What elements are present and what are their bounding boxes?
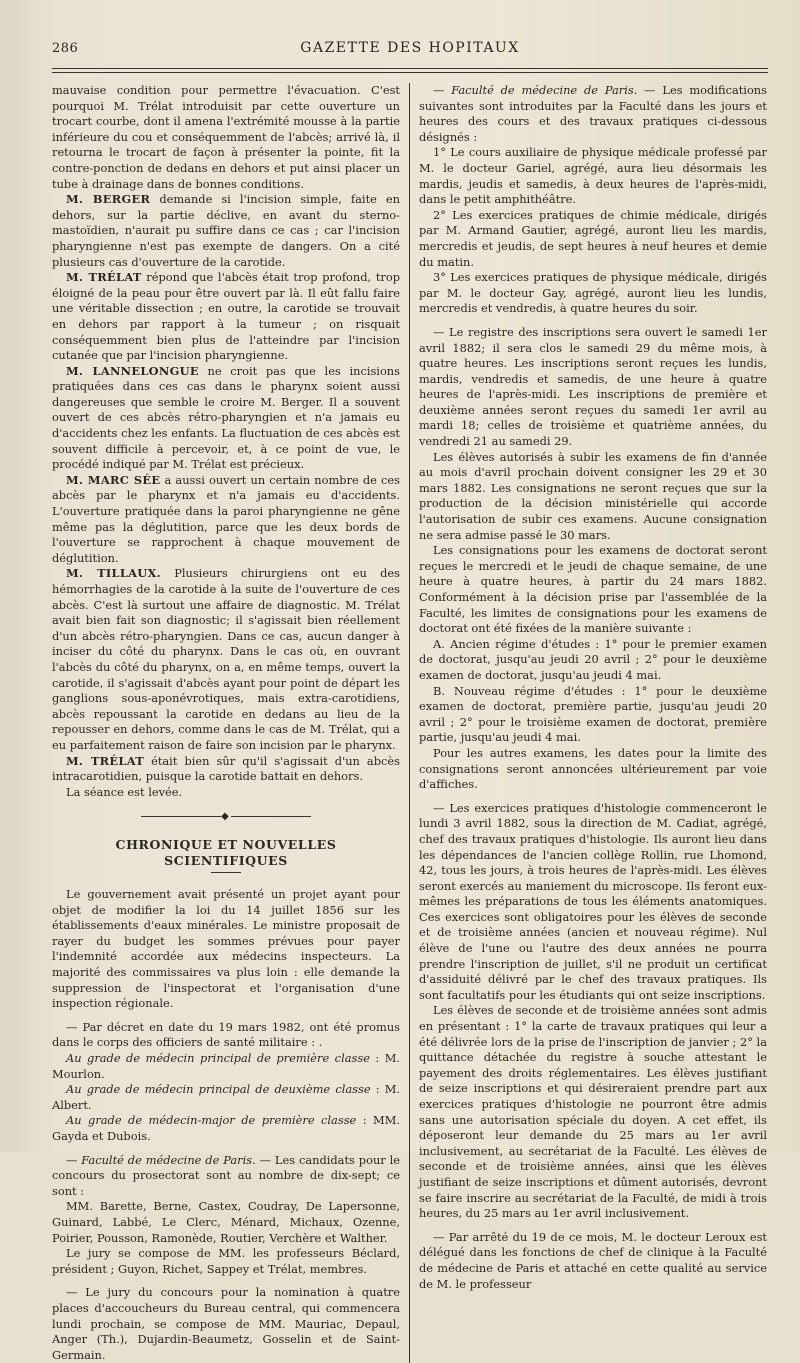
paragraph (419, 83, 767, 145)
paragraph-text: — Les modifications suivantes sont introduites par la Faculté dans les jours et heures des cours et des travaux pratiques ci-dessous désignés : (419, 83, 767, 144)
paragraph: Le jury se compose de MM. les professeurs Béclard, président ; Guyon, Richet, Sappey et Trélat, membres. (52, 1246, 400, 1276)
paragraph-text: était bien sûr qu'il s'agissait d'un abcès intracarotidien, puisque la carotide battait en dehors. (52, 753, 400, 784)
paragraph-text: Plusieurs chirurgiens ont eu des hémorrhagies de la carotide à la suite de l'ouverture de ces abcès. C'est là surtout une affaire de diagnostic. M. Trélat avait bien fait son diagnostic; il s'agissait bien réellement d'un abcès rétro-pharyngien. Dans ce cas, aucun danger à inciser du côté du pharynx. Dans le cas où, en ouvrant l'abcès du côté du pharynx, on a, en même temps, ouvert la carotide, il s'agissait d'abcès ayant pour point de départ les ganglions sous-aponévrotiques, mais extra-carotidiens, abcès repoussant la carotide en dedans au lieu de la repousser en dehors, comme dans le cas de M. Trélat, qui a eu parfaitement raison de faire son incision par le pharynx. (52, 566, 400, 752)
paragraph: — Le jury du concours pour la nomination à quatre places d'accoucheurs du Bureau central, qui commencera lundi prochain, se compose de MM. Mauriac, Depaul, Anger (Th.), Dujardin-Beaumetz, Gosselin et de Saint-Germain. (52, 1285, 400, 1362)
paragraph (52, 364, 400, 473)
paragraph-text: répond que l'abcès était trop profond, trop éloigné de la peau pour être ouvert par là. Il eût fallu faire une véritable dissection ; en outre, la carotide se trouvait en dehors par rapport à la tumeur ; on risquait conséquemment bien plus de l'atteindre par l'incision cutanée que par l'incision pharyngienne. (52, 270, 400, 363)
paragraph: 1° Le cours auxiliaire de physique médicale professé par M. le docteur Gariel, agrégé, aura lieu désormais les mardis, jeudis et samedis, à deux heures de l'après-midi, dans le petit amphithéâtre. (419, 145, 767, 207)
paragraph: — Le registre des inscriptions sera ouvert le samedi 1er avril 1882; il sera clos le samedi 29 du même mois, à quatre heures. Les inscriptions seront reçues les lundis, mardis, vendredis et samedis, de une heure à quatre heures de l'après-midi. Les inscriptions de première et deuxième années seront reçues du samedi 1er avril au mardi 18; celles de troisième et quatrième années, du vendredi 21 au samedi 29. (419, 324, 767, 449)
paragraph (52, 1113, 400, 1144)
faculty-label: Faculté de médecine de Paris. (451, 83, 638, 97)
paragraph: Le gouvernement avait présenté un projet ayant pour objet de modifier la loi du 14 juillet 1856 sur les établissements d'eaux minérales. Le ministre proposait de rayer du budget les sommes prévues pour payer l'indemnité accordée aux médecins inspecteurs. La majorité des commissaires va plus loin : elle demande la suppression de l'inspectorat et l'organisation d'une inspection régionale. (52, 887, 400, 1011)
faculty-label: Faculté de médecine de Paris. (81, 1152, 256, 1167)
dash: — (66, 1152, 82, 1167)
grade-label: Au grade de médecin principal de première classe (66, 1051, 370, 1066)
paragraph (52, 270, 400, 364)
page-header (52, 40, 768, 68)
paragraph: La séance est levée. (66, 784, 183, 799)
paragraph (52, 1082, 400, 1113)
speaker-name: M. TILLAUX. (66, 566, 161, 581)
dash: — (433, 83, 452, 97)
paragraph-text: demande si l'incision simple, faite en dehors, sur la partie déclive, en avant du sterno-mastoïdien, n'aurait pu suffire dans ce cas ; car l'incision pharyngienne n'est pas exempte de dangers. On a cité plusieurs cas d'ouverture de la carotide. (52, 192, 400, 269)
paragraph-text: : M. Albert. (52, 1082, 400, 1112)
left-column (52, 83, 409, 1363)
paragraph: 3° Les exercices pratiques de physique médicale, dirigés par M. le docteur Gay, agrégé, auront lieu les lundis, mercredis et vendredis, à quatre heures du soir. (419, 270, 767, 316)
grade-label: Au grade de médecin-major de première classe (66, 1113, 357, 1128)
paragraph-text: ne croit pas que les incisions pratiquées dans ces cas dans le pharynx soient aussi dangereuses que semble le croire M. Berger. Il a souvent ouvert de ces abcès rétro-pharyngien et n'a jamais eu d'accidents chez les enfants. La fluctuation de ces abcès est souvent difficile à percevoir, et, à ce point de vue, le procédé indiqué par M. Trélat est précieux. (52, 363, 400, 472)
paragraph-text: — Les candidats pour le concours du prosectorat sont au nombre de dix-sept; ce sont : (52, 1152, 400, 1198)
journal-title: GAZETTE DES HOPITAUX (300, 40, 520, 56)
paragraph: 2° Les exercices pratiques de chimie médicale, dirigés par M. Armand Gautier, agrégé, auront lieu les mardis, mercredis et jeudis, de sept heures à neuf heures et demie du matin. (419, 207, 767, 269)
paragraph: — Par décret en date du 19 mars 1982, ont été promus dans le corps des officiers de santé militaire : . (52, 1019, 400, 1050)
speaker-name: M. BERGER (66, 192, 151, 207)
paragraph-text: a aussi ouvert un certain nombre de ces abcès par le pharynx et n'a jamais eu d'accidents. L'ouverture pratiquée dans la paroi pharyngienne ne gêne même pas la déglutition, parce que les deux bords de l'ouverture se rapprochent à chaque mouvement de déglutition. (52, 472, 401, 565)
speaker-name: M. LANNELONGUE (66, 363, 199, 378)
grade-label: Au grade de médecin principal de deuxième classe (66, 1082, 371, 1097)
paragraph: — Les exercices pratiques d'histologie commenceront le lundi 3 avril 1882, sous la direction de M. Cadiat, agrégé, chef des travaux pratiques d'histologie. Ils auront lieu dans les dépendances de l'ancien collège Rollin, rue Lhomond, 42, tous les jours, à trois heures de l'après-midi. Les élèves seront exercés au maniement du microscope. Ils feront eux-mêmes les préparations de tous les éléments anatomiques. Ces exercices sont obligatoires pour les élèves de seconde et de troisième années (ancien et nouveau régime). Nul élève de l'une ou l'autre des deux années ne pourra prendre l'inscription de juillet, s'il ne produit un certificat d'assiduité délivré par le chef des travaux pratiques. Ils sont facultatifs pour les étudiants qui ont seize inscriptions. (419, 800, 767, 1002)
page-number: 286 (52, 41, 79, 56)
header-rule (52, 68, 768, 73)
paragraph (52, 1051, 400, 1082)
right-column (410, 83, 767, 1363)
two-column-body (52, 83, 768, 1363)
paragraph: Pour les autres examens, les dates pour la limite des consignations seront annoncées ultérieurement par voie d'affiches. (419, 745, 767, 792)
paragraph (52, 192, 400, 270)
paragraph: MM. Barette, Berne, Castex, Coudray, De Lapersonne, Guinard, Labbé, Le Clerc, Ménard, Michaux, Ozenne, Poirier, Pousson, Ramonède, Routier, Verchère et Walther. (52, 1199, 400, 1245)
paragraph-text: : MM. Gayda et Dubois. (52, 1113, 400, 1143)
paragraph (52, 754, 400, 785)
paragraph: Les élèves autorisés à subir les examens de fin d'année au mois d'avril prochain doivent consigner les 29 et 30 mars 1882. Les consignations ne seront reçues que sur la production de la décision ministérielle qui accorde l'autorisation de subir ces examens. Aucune consignation ne sera admise passé le 30 mars. (419, 449, 767, 542)
paragraph: Les élèves de seconde et de troisième années sont admis en présentant : 1° la carte de travaux pratiques qui leur a été délivrée lors de la prise de l'inscription de janvier ; 2° la quittance détachée du registre à souche attestant le payement des droits réglementaires. Les élèves justifiant de seize inscriptions et qui désireraient prendre part aux exercices pratiques d'histologie ne pourront être admis sans une autorisation spéciale du doyen. A cet effet, ils déposeront leur demande du 25 mars au 1er avril inclusivement, au secrétariat de la Faculté. Les élèves de seconde et de troisième années, ainsi que les élèves justifiant de seize inscriptions et dûment autorisés, devront se faire inscrire au secrétariat de la Faculté, de midi à trois heures, du 25 mars au 1er avril inclusivement. (419, 1003, 767, 1221)
section-rule (211, 872, 241, 873)
paragraph: mauvaise condition pour permettre l'évacuation. C'est pourquoi M. Trélat introduisit par cette ouverture un trocart courbe, dont il amena l'extrémité mousse à la partie inférieure du cou et conséquemment de l'abcès; arrivé là, il retourna le trocart de façon à présenter la pointe, fit la contre-ponction de dedans en dehors et put ainsi placer un tube à drainage dans de bonnes conditions. (52, 83, 400, 191)
paragraph: A. Ancien régime d'études : 1° pour le premier examen de doctorat, jusqu'au jeudi 20 avril ; 2° pour le deuxième examen de doctorat, jusqu'au jeudi 4 mai. (419, 636, 767, 682)
paragraph (52, 566, 400, 753)
speaker-name: M. TRÉLAT (66, 753, 145, 768)
speaker-name: M. MARC SÉE (66, 472, 161, 487)
paragraph: Les consignations pour les examens de doctorat seront reçues le mercredi et le jeudi de chaque semaine, de une heure à quatre heures, à partir du 24 mars 1882. Conformément à la décision prise par l'assemblée de la Faculté, les limites de consignations pour les examens de doctorat ont été fixées de la manière suivante : (419, 543, 767, 636)
paragraph-text: : M. Mourlon. (52, 1051, 400, 1081)
speaker-name: M. TRÉLAT (66, 270, 142, 285)
paragraph: — Par arrêté du 19 de ce mois, M. le docteur Leroux est délégué dans les fonctions de chef de clinique à la Faculté de médecine de Paris et attaché en cette qualité au service de M. le professeur (419, 1229, 767, 1291)
ornament-divider: ◆ (52, 809, 400, 825)
paragraph (52, 1153, 400, 1200)
section-title: CHRONIQUE ET NOUVELLES SCIENTIFIQUES (115, 836, 337, 868)
paragraph (52, 473, 400, 567)
paragraph: B. Nouveau régime d'études : 1° pour le deuxième examen de doctorat, première partie, jusqu'au jeudi 20 avril ; 2° pour le troisième examen de doctorat, première partie, jusqu'au jeudi 4 mai. (419, 683, 767, 745)
